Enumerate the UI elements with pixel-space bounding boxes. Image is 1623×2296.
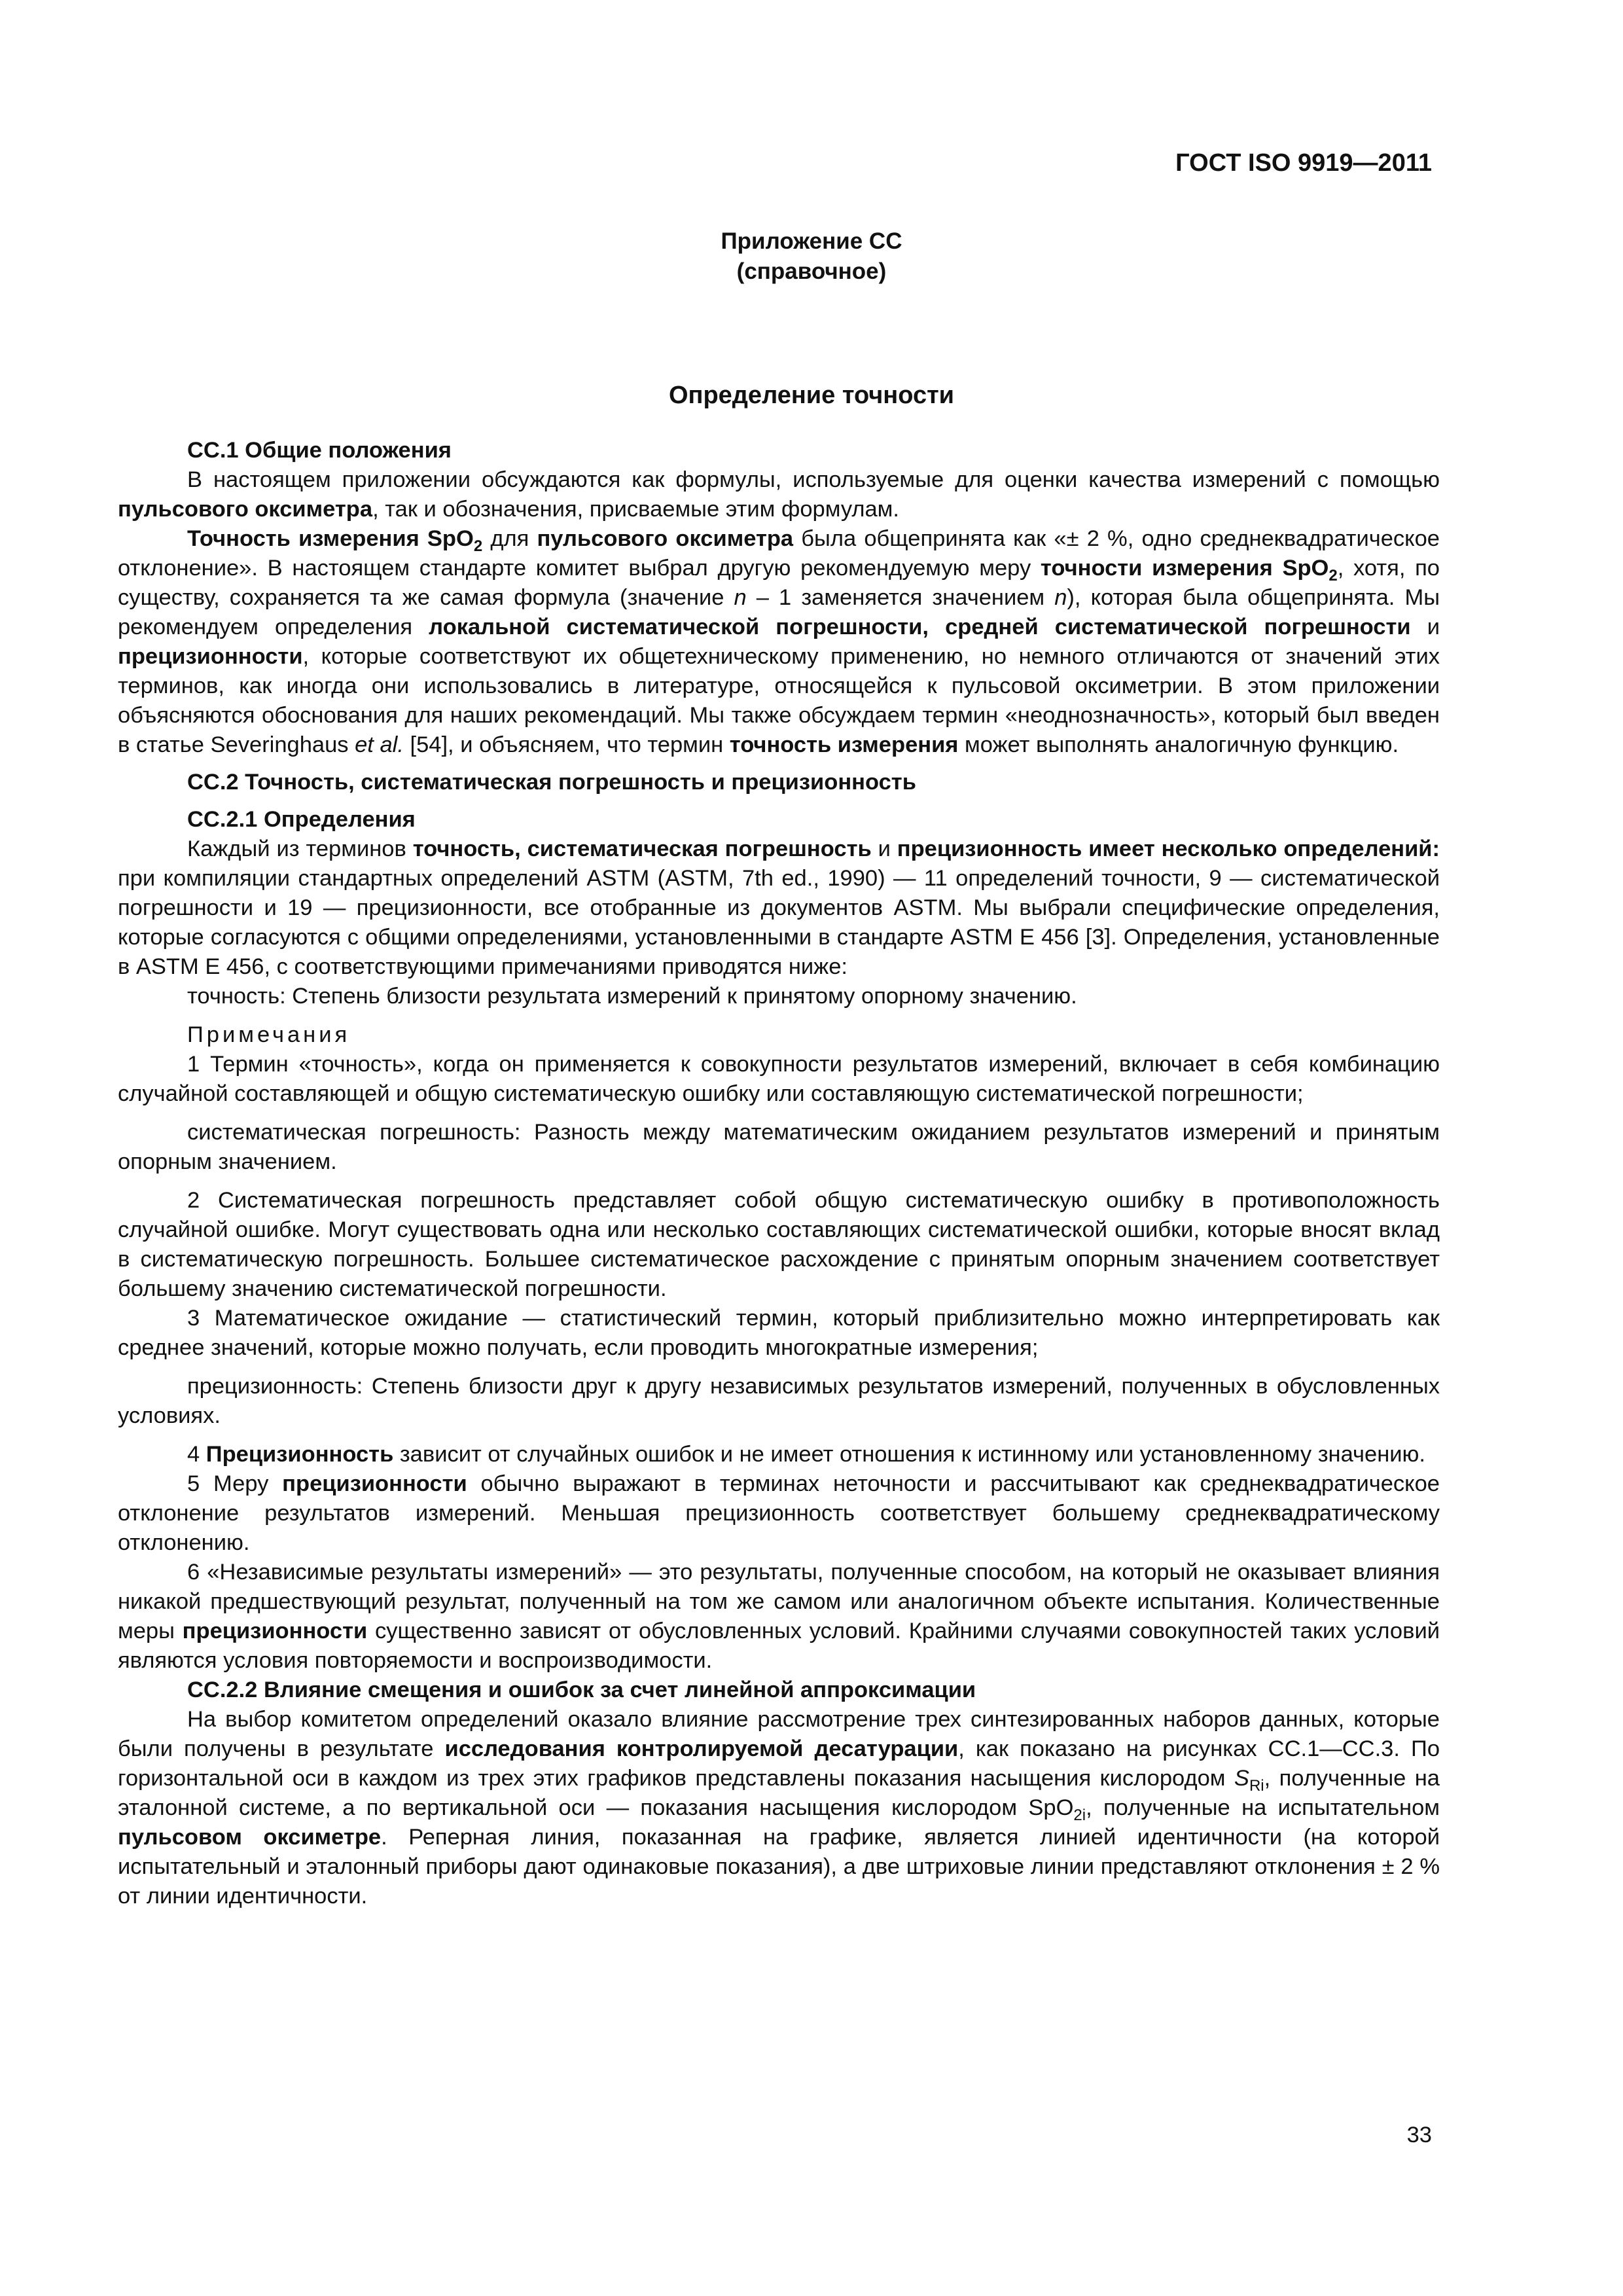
note-2: 2 Систематическая погрешность представляет собой общую систематическую ошибку в противоположность случайной ошибке. Могут существовать одна или несколько составляющих систематической ошибки, которые вносят вклад в систематическую погрешность. Большее систематическое расхождение с принятым опорным значением соответствует большему значению систематической погрешности.: [118, 1188, 1440, 1301]
appendix-type: (справочное): [736, 259, 887, 284]
definition-precision: прецизионность: Степень близости друг к другу независимых результатов измерений, полученных в обусловленных условиях.: [118, 1374, 1440, 1428]
subsection-heading-cc2-2: СС.2.2 Влияние смещения и ошибок за счет линейной аппроксимации: [187, 1677, 976, 1702]
section-heading-cc1: СС.1 Общие положения: [187, 438, 452, 463]
subsection-heading-cc2-1: СС.2.1 Определения: [187, 807, 416, 832]
section-heading-cc2: СС.2 Точность, систематическая погрешность и прецизионность: [187, 770, 916, 795]
paragraph: В настоящем приложении обсуждаются как формулы, используемые для оценки качества измерений с помощью пульсового оксиметра, так и обозначения, присваемые этим формулам.: [118, 467, 1440, 522]
note-4: 4 Прецизионность зависит от случайных ошибок и не имеет отношения к истинному или установленному значению.: [187, 1442, 1425, 1467]
note-3: 3 Математическое ожидание — статистический термин, который приблизительно можно интерпретировать как среднее значений, которые можно получать, если проводить многократные измерения;: [118, 1306, 1440, 1360]
note-6: 6 «Независимые результаты измерений» — это результаты, полученные способом, на который не оказывает влияния никакой предшествующий результат, полученный на том же самом или аналогичном объекте испытания. Количественные меры прецизионности существенно зависят от обусловленных условий. Крайними случаями совокупностей таких условий являются условия повторяемости и воспроизводимости.: [118, 1560, 1440, 1673]
note-1: 1 Термин «точность», когда он применяется к совокупности результатов измерений, включает в себя комбинацию случайной составляющей и общую систематическую ошибку или составляющую систематической погрешности;: [118, 1052, 1440, 1106]
document-body: [118, 436, 1440, 1911]
appendix-label: Приложение СС: [721, 228, 902, 254]
document-id: ГОСТ ISO 9919—2011: [1175, 149, 1432, 177]
paragraph: На выбор комитетом определений оказало влияние рассмотрение трех синтезированных наборов данных, которые были получены в результате исследования контролируемой десатурации, как показано на рисунках СС.1—СС.3. По горизонтальной оси в каждом из трех этих графиков представлены показания насыщения кислородом $S_{Ri}$, полученные на эталонной системе, а по вертикальной оси — показания насыщения кислородом SpO$_{2i}$, полученные на испытательном пульсовом оксиметре. Реперная линия, показанная на графике, является линией идентичности (на которой испытательный и эталонный приборы дают одинаковые показания), а две штриховые линии представляют отклонения ± 2 % от линии идентичности.: [118, 1707, 1440, 1909]
appendix-header: [0, 226, 1623, 287]
paragraph: Каждый из терминов точность, систематическая погрешность и прецизионность имеет несколько определений: при компиляции стандартных определений ASTM (ASTM, 7th ed., 1990) — 11 определений точности, 9 — систематической погрешности и 19 — прецизионности, все отобранные из документов ASTM. Мы выбрали специфические определения, которые согласуются с общими определениями, установленными в стандарте ASTM E 456 [3]. Определения, установленные в ASTM E 456, с соответствующими примечаниями приводятся ниже:: [118, 836, 1440, 979]
notes-label: Примечания: [187, 1022, 351, 1047]
page-number: 33: [1406, 2123, 1432, 2147]
paragraph: Точность измерения SpO$_2$ для пульсового оксиметра была общепринята как «± 2 %, одно среднеквадратическое отклонение». В настоящем стандарте комитет выбрал другую рекомендуемую меру точности измерения SpO$_2$, хотя, по существу, сохраняется та же самая формула (значение n – 1 заменяется значением n), которая была общепринята. Мы рекомендуем определения локальной систематической погрешности, средней систематической погрешности и прецизионности, которые соответствуют их общетехническому применению, но немного отличаются от значений этих терминов, как иногда они использовались в литературе, относящейся к пульсовой оксиметрии. В этом приложении объясняются обоснования для наших рекомендаций. Мы также обсуждаем термин «неоднозначность», который был введен в статье Severinghaus et al. [54], и объясняем, что термин точность измерения может выполнять аналогичную функцию.: [118, 526, 1440, 757]
definition-bias: систематическая погрешность: Разность между математическим ожиданием результатов измерений и принятым опорным значением.: [118, 1120, 1440, 1174]
page-title: Определение точности: [668, 382, 955, 409]
definition-accuracy: точность: Степень близости результата измерений к принятому опорному значению.: [187, 984, 1077, 1009]
note-5: 5 Меру прецизионности обычно выражают в терминах неточности и рассчитывают как среднеквадратическое отклонение результатов измерений. Меньшая прецизионность соответствует большему среднеквадратическому отклонению.: [118, 1471, 1440, 1555]
